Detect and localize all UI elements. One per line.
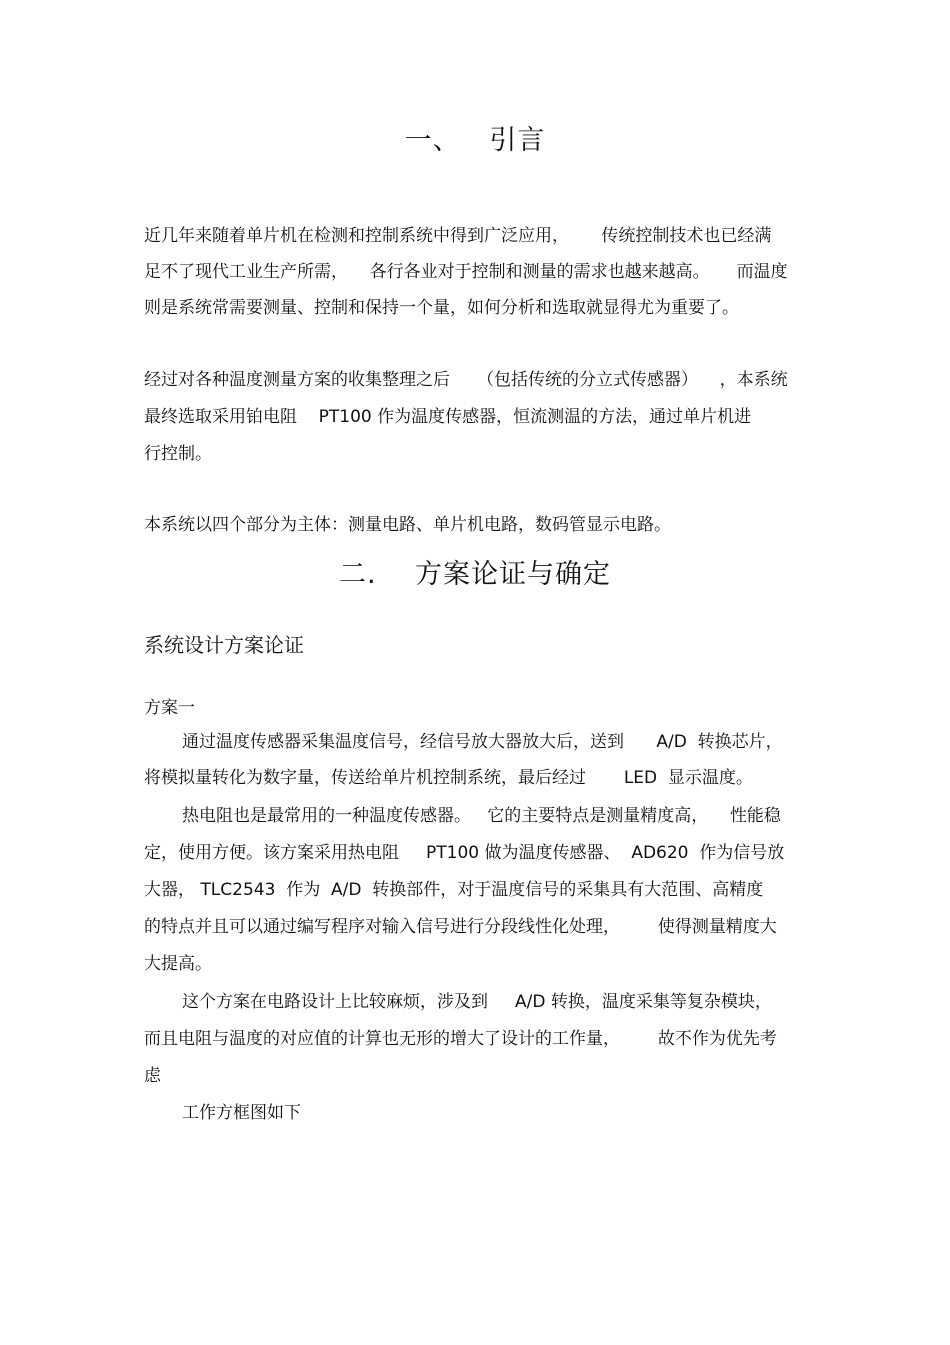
scheme-para-c-line-3: 虑 bbox=[144, 1066, 161, 1086]
block-diagram-intro: 工作方框图如下 bbox=[182, 1103, 301, 1123]
section-2-subtitle: 系统设计方案论证 bbox=[144, 633, 304, 657]
scheme-para-a-line-2: 将模拟量转化为数字量，传送给单片机控制系统，最后经过 LED 显示温度。 bbox=[144, 768, 753, 788]
intro-p2-line-1: 经过对各种温度测量方案的收集整理之后 （包括传统的分立式传感器） ，本系统 bbox=[144, 370, 788, 390]
scheme-para-b-line-3: 大器， TLC2543 作为 A/D 转换部件，对于温度信号的采集具有大范围、高精度 bbox=[144, 880, 764, 900]
scheme-para-b-line-5: 大提高。 bbox=[144, 954, 212, 974]
section-1-title: 一、 引言 bbox=[404, 125, 546, 156]
scheme-para-b-line-1: 热电阻也是最常用的一种温度传感器。 它的主要特点是测量精度高， 性能稳 bbox=[182, 806, 781, 826]
scheme-para-c-line-2: 而且电阻与温度的对应值的计算也无形的增大了设计的工作量， 故不作为优先考 bbox=[144, 1029, 777, 1049]
intro-p1-line-2: 足不了现代工业生产所需， 各行各业对于控制和测量的需求也越来越高。 而温度 bbox=[144, 262, 788, 282]
intro-p3: 本系统以四个部分为主体：测量电路、单片机电路，数码管显示电路。 bbox=[144, 515, 671, 535]
intro-p1-line-1: 近几年来随着单片机在检测和控制系统中得到广泛应用， 传统控制技术也已经满 bbox=[144, 226, 772, 246]
intro-p1-line-3: 则是系统常需要测量、控制和保持一个量，如何分析和选取就显得尤为重要了。 bbox=[144, 298, 739, 318]
scheme-para-b-line-2: 定，使用方便。该方案采用热电阻 PT100 做为温度传感器、 AD620 作为信号放 bbox=[144, 843, 785, 863]
intro-p2-line-3: 行控制。 bbox=[144, 444, 212, 464]
scheme-para-c-line-1: 这个方案在电路设计上比较麻烦，涉及到 A/D 转换，温度采集等复杂模块， bbox=[182, 992, 772, 1012]
scheme-one-label: 方案一 bbox=[144, 698, 195, 718]
intro-p2-line-2: 最终选取采用铂电阻 PT100 作为温度传感器，恒流测温的方法，通过单片机进 bbox=[144, 407, 752, 427]
scheme-para-b-line-4: 的特点并且可以通过编写程序对输入信号进行分段线性化处理， 使得测量精度大 bbox=[144, 917, 777, 937]
scheme-para-a-line-1: 通过温度传感器采集温度信号，经信号放大器放大后，送到 A/D 转换芯片， bbox=[182, 732, 783, 752]
section-2-title: 二. 方案论证与确定 bbox=[339, 559, 611, 590]
